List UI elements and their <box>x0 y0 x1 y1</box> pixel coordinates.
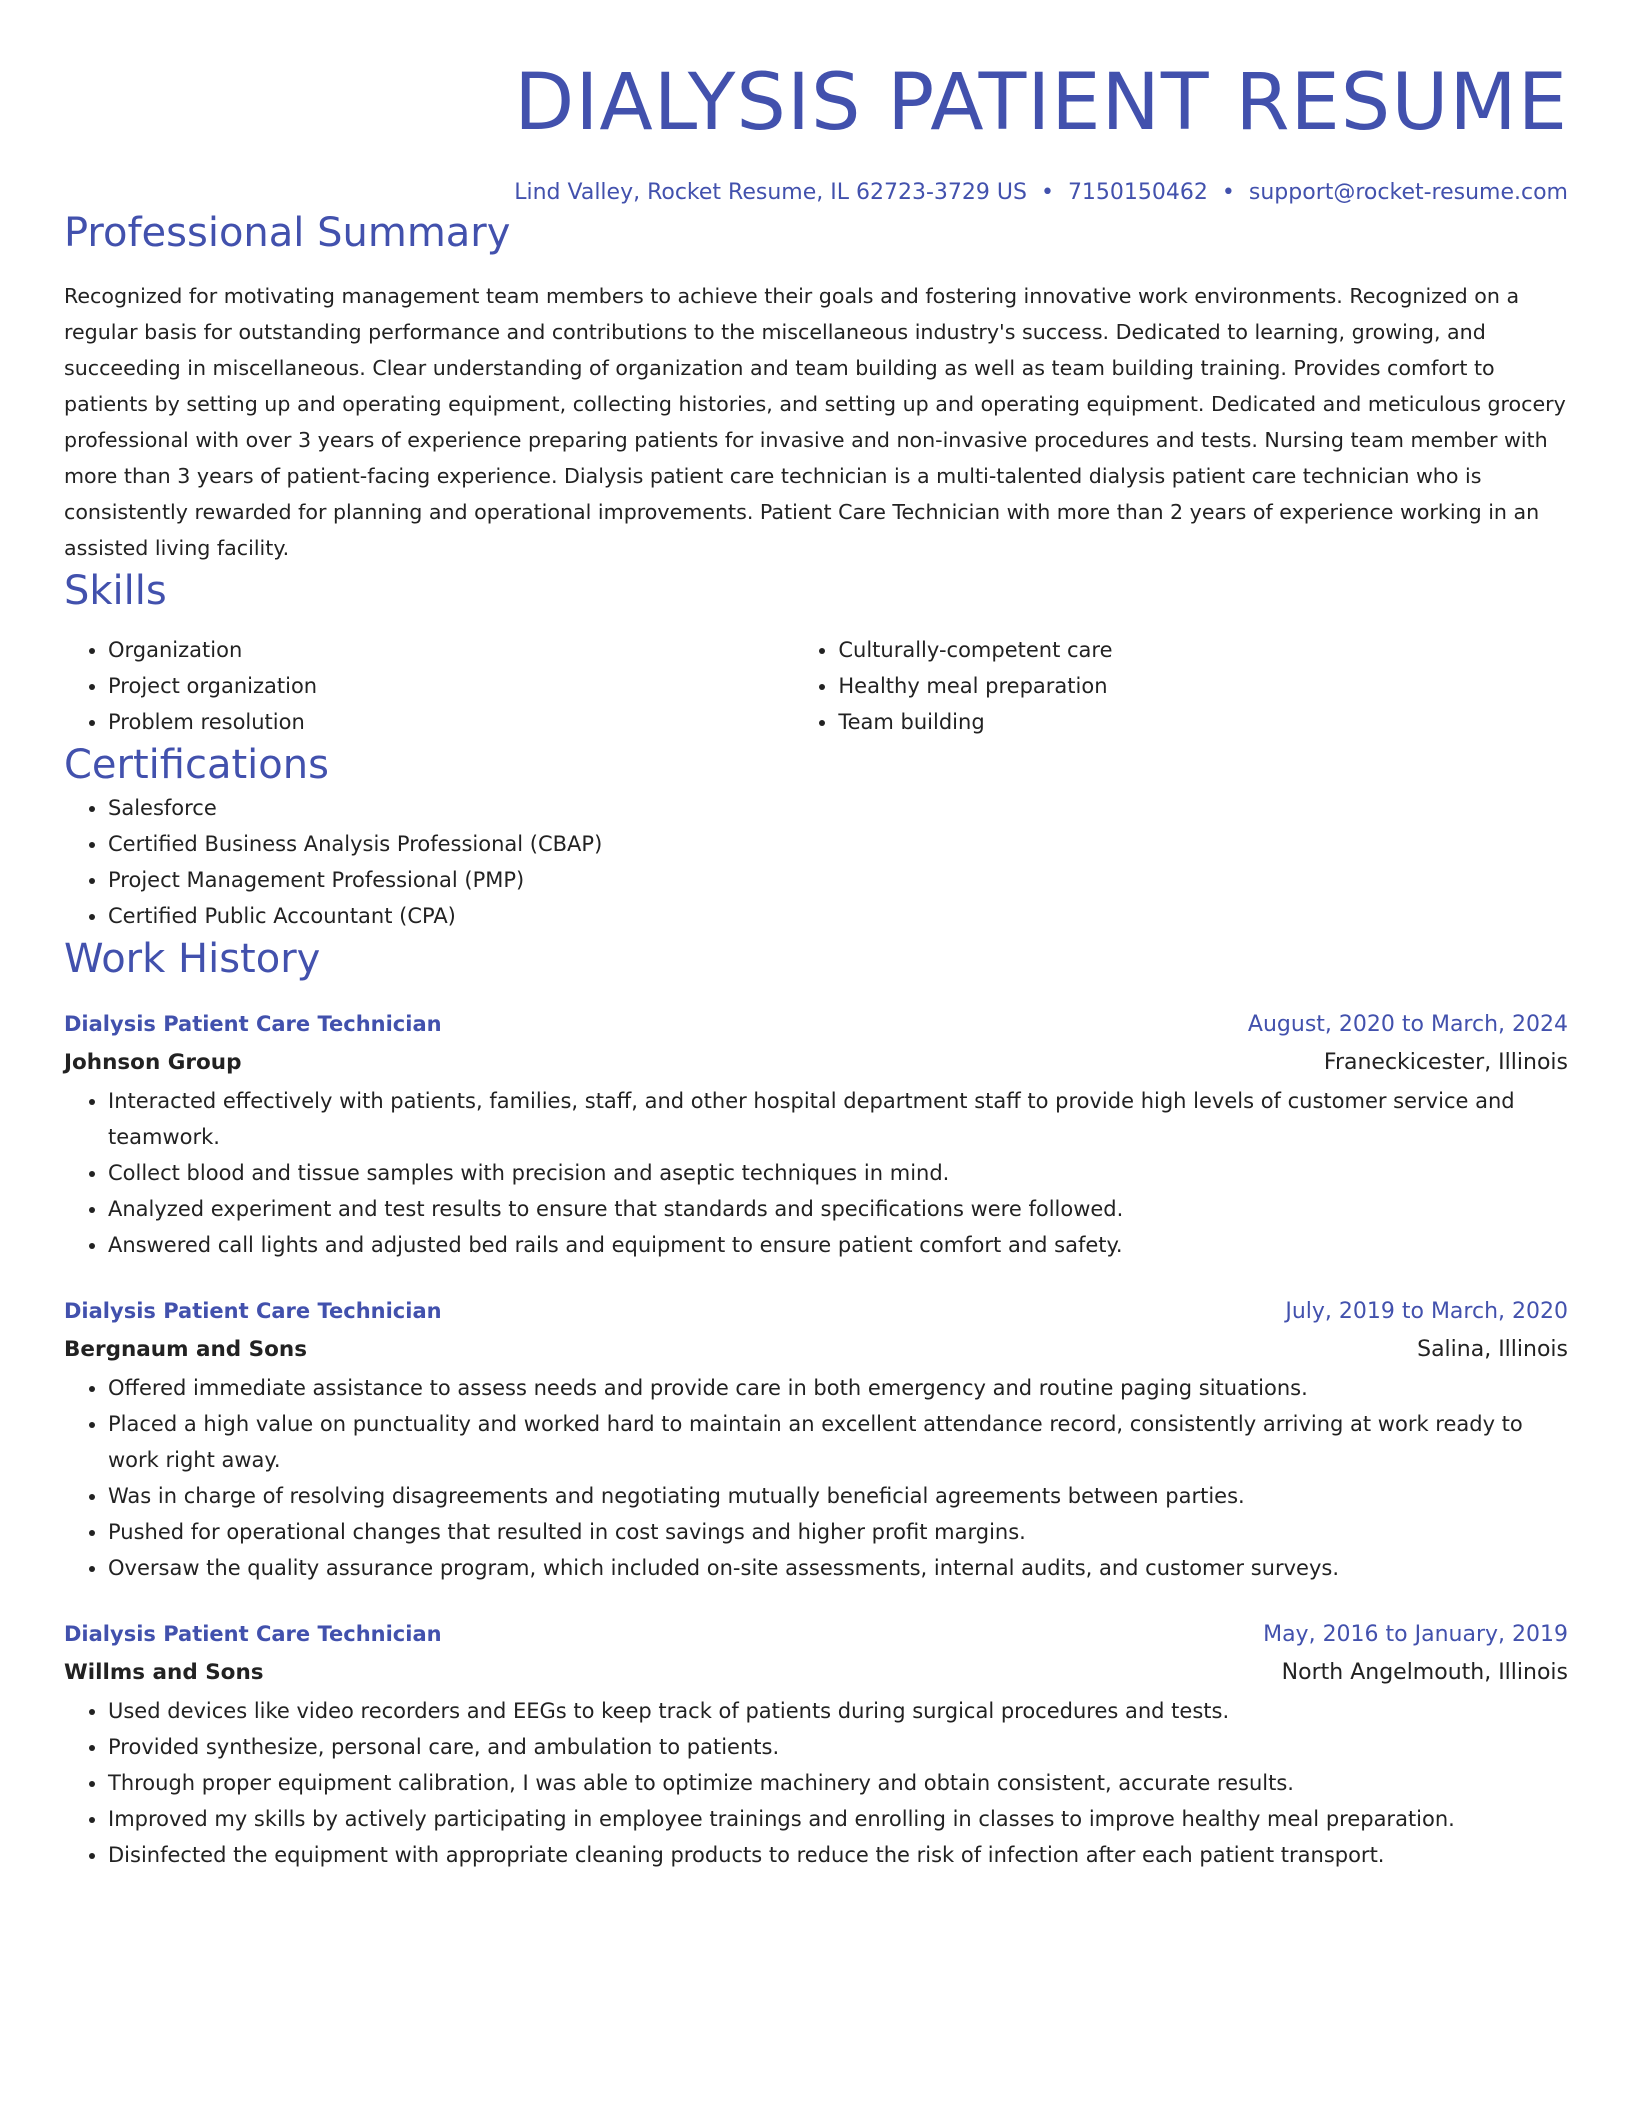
job-duties-list <box>64 1693 1568 1873</box>
certifications-list <box>64 790 1568 934</box>
resume-title: DIALYSIS PATIENT RESUME <box>514 58 1568 148</box>
job-entry <box>64 1616 1568 1873</box>
contact-phone: 7150150462 <box>1067 180 1208 205</box>
job-duty: • Pushed for operational changes that resulted in cost savings and higher profit margins. <box>108 1514 1568 1550</box>
skills-grid <box>64 632 1568 740</box>
summary-heading: Professional Summary <box>64 210 511 256</box>
job-duty: • Answered call lights and adjusted bed rails and equipment to ensure patient comfort and safety. <box>108 1227 1568 1263</box>
job-location: North Angelmouth, Illinois <box>1281 1660 1568 1685</box>
contact-separator: • <box>1221 180 1235 205</box>
job-title: Dialysis Patient Care Technician <box>64 1012 442 1036</box>
job-entry <box>64 1293 1568 1586</box>
job-title: Dialysis Patient Care Technician <box>64 1622 442 1646</box>
contact-email: support@rocket-resume.com <box>1248 180 1568 205</box>
job-duty: • Used devices like video recorders and EEGs to keep track of patients during surgical procedures and tests. <box>108 1693 1568 1729</box>
job-duty: • Oversaw the quality assurance program, which included on-site assessments, internal audits, and customer surveys. <box>108 1550 1568 1586</box>
job-duty: • Improved my skills by actively participating in employee trainings and enrolling in classes to improve healthy meal preparation. <box>108 1801 1568 1837</box>
job-duty: • Collect blood and tissue samples with precision and aseptic techniques in mind. <box>108 1155 1568 1191</box>
skills-heading: Skills <box>64 568 167 614</box>
job-dates: May, 2016 to January, 2019 <box>1263 1622 1568 1647</box>
job-company: Bergnaum and Sons <box>64 1337 308 1362</box>
job-duty: • Disinfected the equipment with appropriate cleaning products to reduce the risk of infection after each patient transport. <box>108 1837 1568 1873</box>
job-duty: • Placed a high value on punctuality and worked hard to maintain an excellent attendance record, consistently arriving at work ready to work right away. <box>108 1406 1568 1478</box>
skill-item: • Problem resolution <box>108 704 794 740</box>
skill-item: • Culturally-competent care <box>838 632 1568 668</box>
certification-item: • Certified Business Analysis Professional (CBAP) <box>108 826 1568 862</box>
skill-item: • Project organization <box>108 668 794 704</box>
job-duty: • Offered immediate assistance to assess needs and provide care in both emergency and routine paging situations. <box>108 1370 1568 1406</box>
work-history-heading: Work History <box>64 936 321 982</box>
job-duties-list <box>64 1370 1568 1586</box>
contact-line <box>64 178 1568 208</box>
certifications-heading: Certifications <box>64 742 329 788</box>
job-title: Dialysis Patient Care Technician <box>64 1299 442 1323</box>
skill-item: • Team building <box>838 704 1568 740</box>
resume-page <box>64 0 1568 1873</box>
job-duty: • Interacted effectively with patients, families, staff, and other hospital department staff to provide high levels of customer service and teamwork. <box>108 1083 1568 1155</box>
certification-item: • Salesforce <box>108 790 1568 826</box>
skills-list-right <box>794 632 1568 740</box>
job-company: Johnson Group <box>64 1050 242 1075</box>
job-entry <box>64 1006 1568 1263</box>
contact-address: Lind Valley, Rocket Resume, IL 62723-3729 US <box>514 180 1027 205</box>
certification-item: • Project Management Professional (PMP) <box>108 862 1568 898</box>
skill-item: • Healthy meal preparation <box>838 668 1568 704</box>
job-dates: August, 2020 to March, 2024 <box>1247 1012 1568 1037</box>
job-duty: • Was in charge of resolving disagreements and negotiating mutually beneficial agreements between parties. <box>108 1478 1568 1514</box>
job-company: Willms and Sons <box>64 1660 264 1685</box>
job-duty: • Analyzed experiment and test results to ensure that standards and specifications were followed. <box>108 1191 1568 1227</box>
job-duty: • Through proper equipment calibration, I was able to optimize machinery and obtain consistent, accurate results. <box>108 1765 1568 1801</box>
contact-separator: • <box>1040 180 1054 205</box>
job-dates: July, 2019 to March, 2020 <box>1285 1299 1568 1324</box>
certification-item: • Certified Public Accountant (CPA) <box>108 898 1568 934</box>
skill-item: • Organization <box>108 632 794 668</box>
job-location: Franeckicester, Illinois <box>1323 1050 1568 1075</box>
skills-list-left <box>64 632 794 740</box>
job-location: Salina, Illinois <box>1417 1337 1568 1362</box>
job-duties-list <box>64 1083 1568 1263</box>
job-duty: • Provided synthesize, personal care, and ambulation to patients. <box>108 1729 1568 1765</box>
summary-text: Recognized for motivating management team members to achieve their goals and fostering innovative work environments. Recognized on a regular basis for outstanding performance and contributions to the miscellaneous industry's success. Dedicated to learning, growing, and succeeding in miscellaneous. Clear understanding of organization and team building as well as team building training. Provides comfort to patients by setting up and operating equipment, collecting histories, and setting up and operating equipment. Dedicated and meticulous grocery professional with over 3 years of experience preparing patients for invasive and non-invasive procedures and tests. Nursing team member with more than 3 years of patient-facing experience. Dialysis patient care technician is a multi-talented dialysis patient care technician who is consistently rewarded for planning and operational improvements. Patient Care Technician with more than 2 years of experience working in an assisted living facility. <box>64 284 1566 560</box>
